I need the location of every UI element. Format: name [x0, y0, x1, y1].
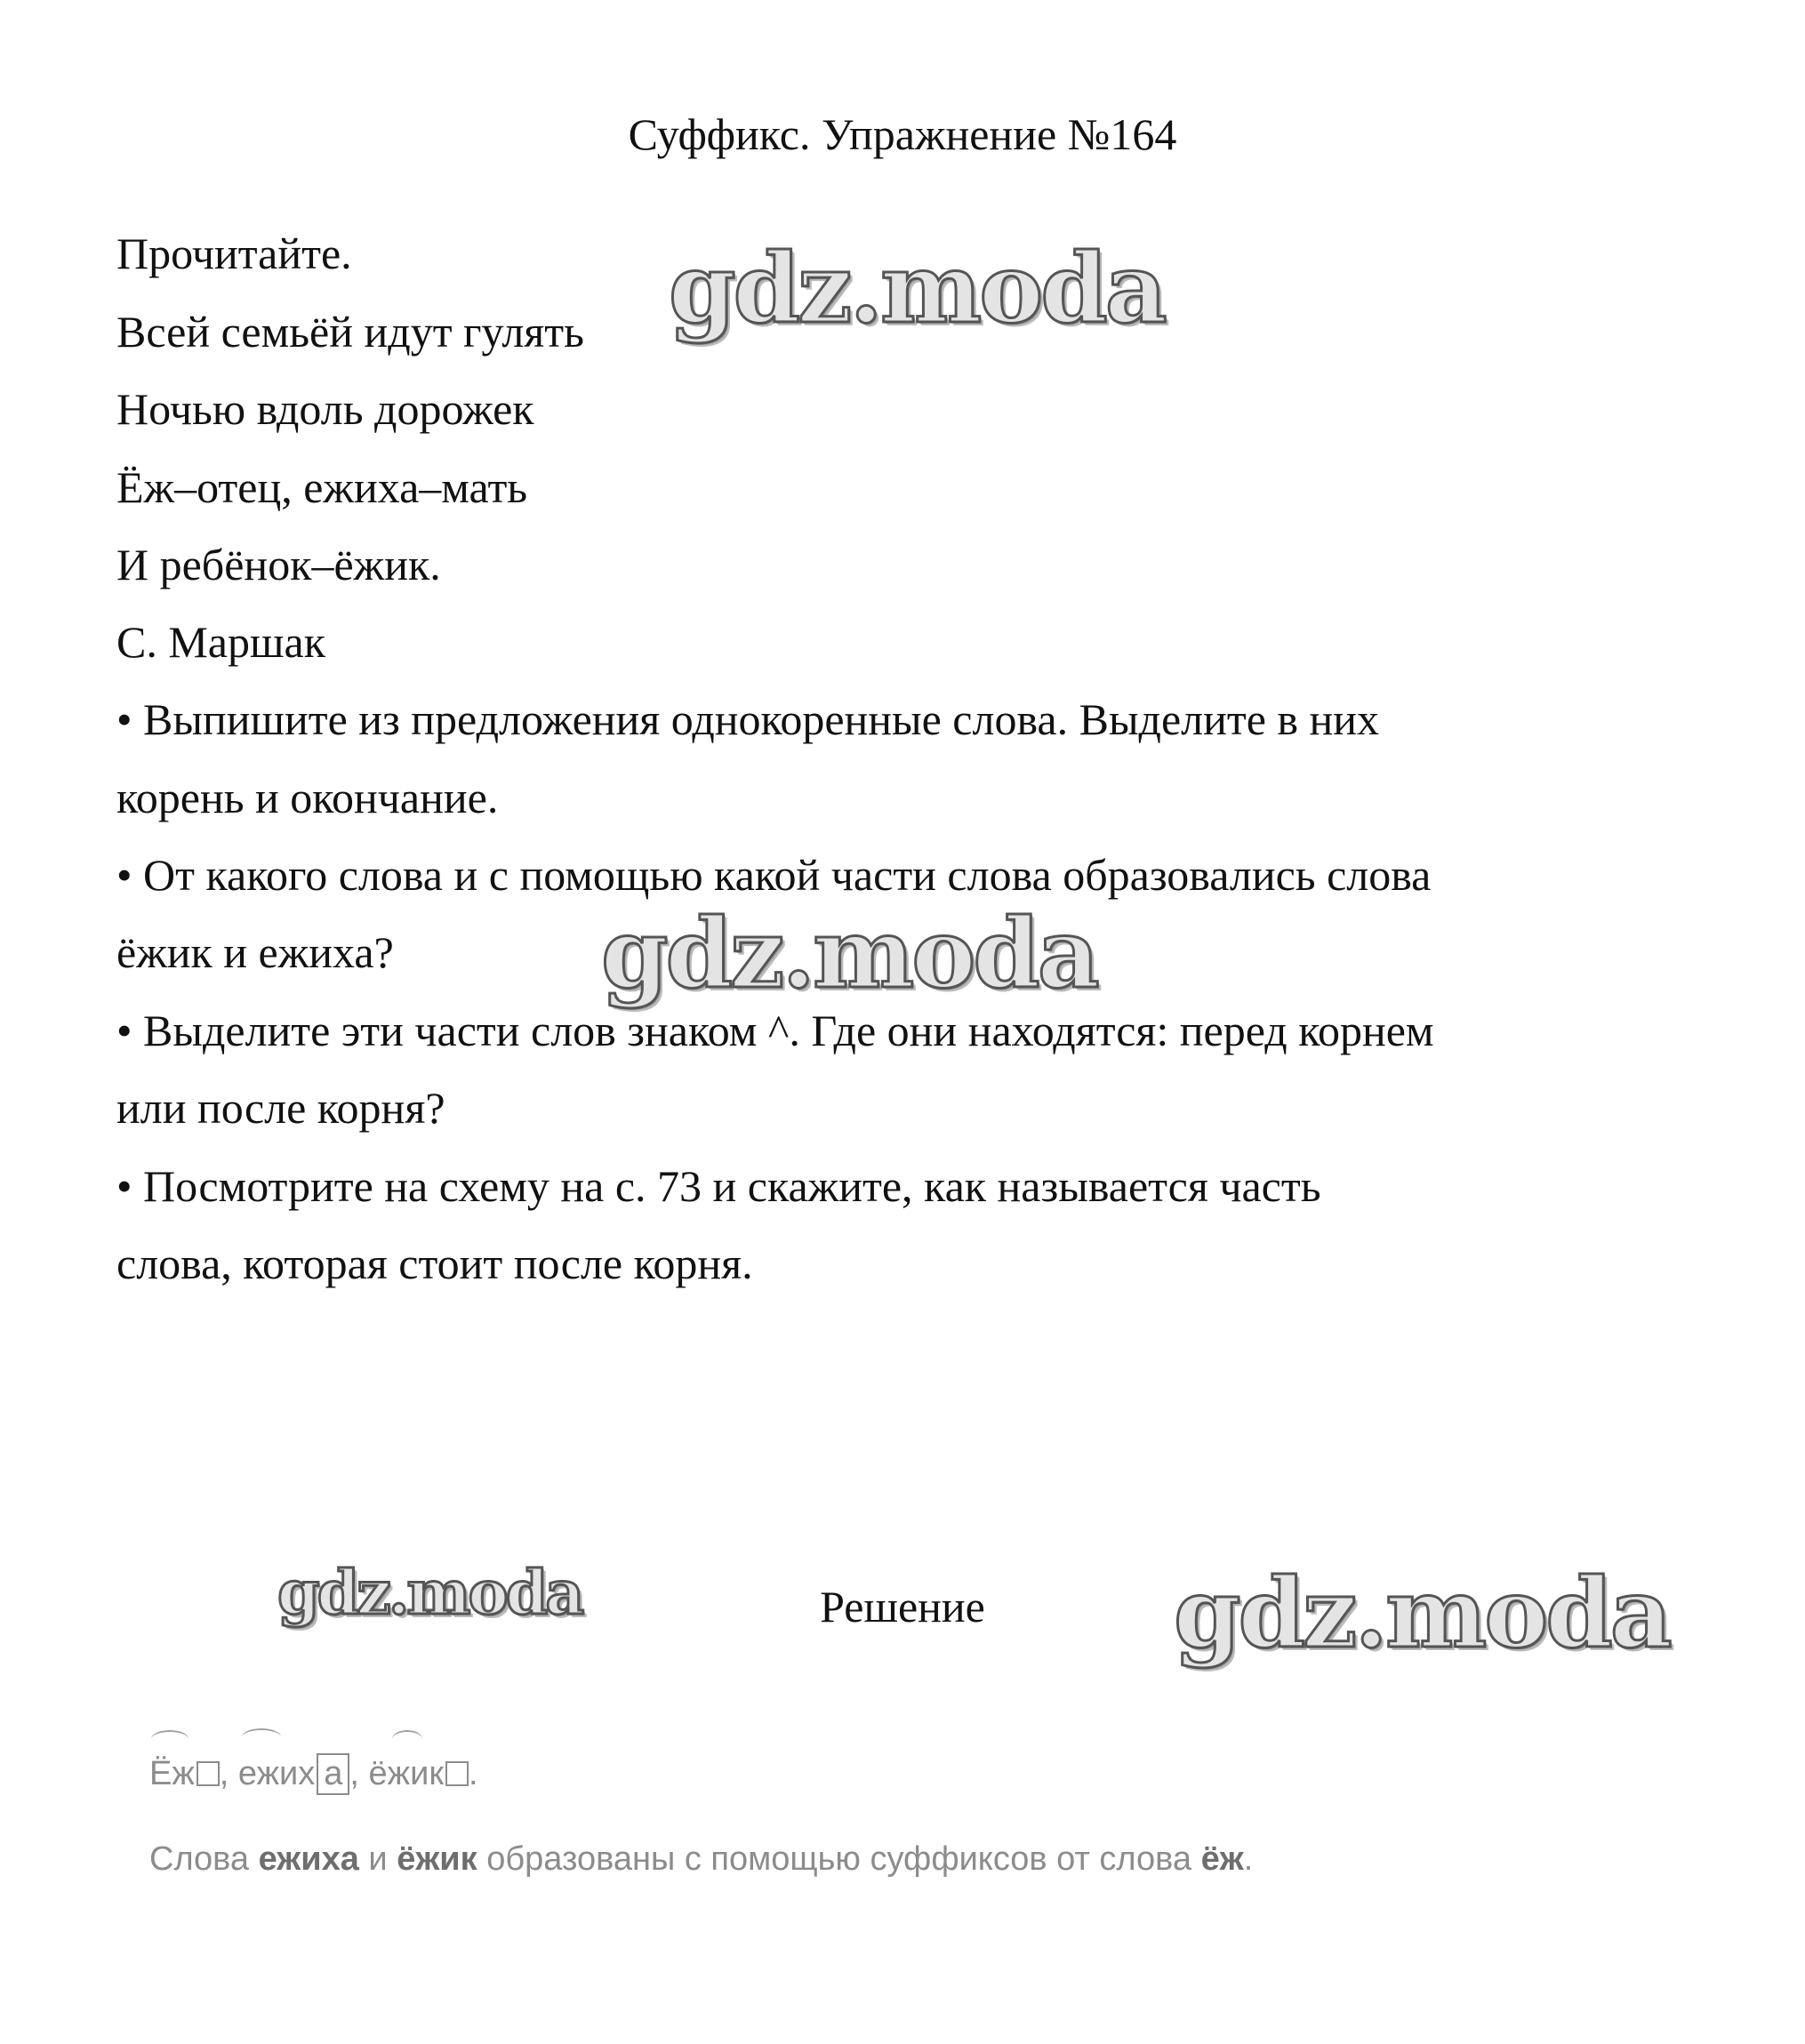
watermark: gdz.moda	[669, 233, 1165, 345]
solution-heading: Решение	[820, 1582, 985, 1631]
task-line: корень и окончание.	[116, 773, 499, 822]
task-line: Ночью вдоль дорожек	[116, 384, 534, 434]
root-and-suffix: ежих	[237, 1755, 316, 1792]
task-line: • Выделите эти части слов знаком ^. Где они находятся: перед корнем	[116, 1006, 1434, 1055]
task-line: С. Маршак	[116, 617, 325, 667]
morpheme-analysis	[149, 1753, 478, 1795]
word-yozhik	[369, 1755, 469, 1793]
bold-word: ежиха	[258, 1840, 359, 1878]
root-and-suffix: ёжик	[368, 1755, 444, 1792]
watermark: gdz.moda	[277, 1558, 582, 1629]
task-line: или после корня?	[116, 1083, 445, 1133]
separator: ,	[349, 1755, 369, 1792]
task-line: • Посмотрите на схему на с. 73 и скажите, как называется часть	[116, 1161, 1321, 1211]
task-line: Прочитайте.	[116, 228, 352, 278]
null-ending-box	[445, 1761, 469, 1786]
task-line: Ёж–отец, ежиха–мать	[116, 462, 528, 512]
watermark: gdz.moda	[601, 898, 1097, 1010]
task-line: И ребёнок–ёжик.	[116, 540, 441, 589]
ending-box: а	[317, 1753, 349, 1795]
root-arc	[242, 1728, 281, 1746]
text-segment: образованы с помощью суффиксов от слова	[477, 1840, 1201, 1878]
period: .	[468, 1755, 478, 1792]
text-segment: .	[1243, 1840, 1254, 1878]
root: Ёж	[149, 1755, 195, 1792]
separator: ,	[219, 1755, 238, 1792]
solution-explanation	[149, 1840, 1253, 1879]
page-title: Суффикс. Упражнение №164	[628, 109, 1177, 159]
task-line: Всей семьёй идут гулять	[116, 307, 584, 357]
task-line: ёжик и ежиха?	[116, 927, 394, 977]
word-yozhikha	[238, 1753, 350, 1795]
root-arc	[151, 1730, 189, 1748]
suffix-arc	[392, 1730, 422, 1748]
watermark: gdz.moda	[1174, 1558, 1670, 1670]
text-segment: и	[358, 1840, 397, 1878]
task-line: • От какого слова и с помощью какой части слова образовались слова	[116, 850, 1432, 900]
bold-word: ёжик	[397, 1840, 477, 1878]
text-segment: Слова	[149, 1840, 259, 1878]
task-line: слова, которая стоит после корня.	[116, 1238, 753, 1288]
task-line: • Выпишите из предложения однокоренные слова. Выделите в них	[116, 694, 1380, 744]
word-yozh	[149, 1755, 220, 1793]
null-ending-box	[197, 1761, 220, 1786]
bold-word: ёж	[1200, 1840, 1244, 1878]
